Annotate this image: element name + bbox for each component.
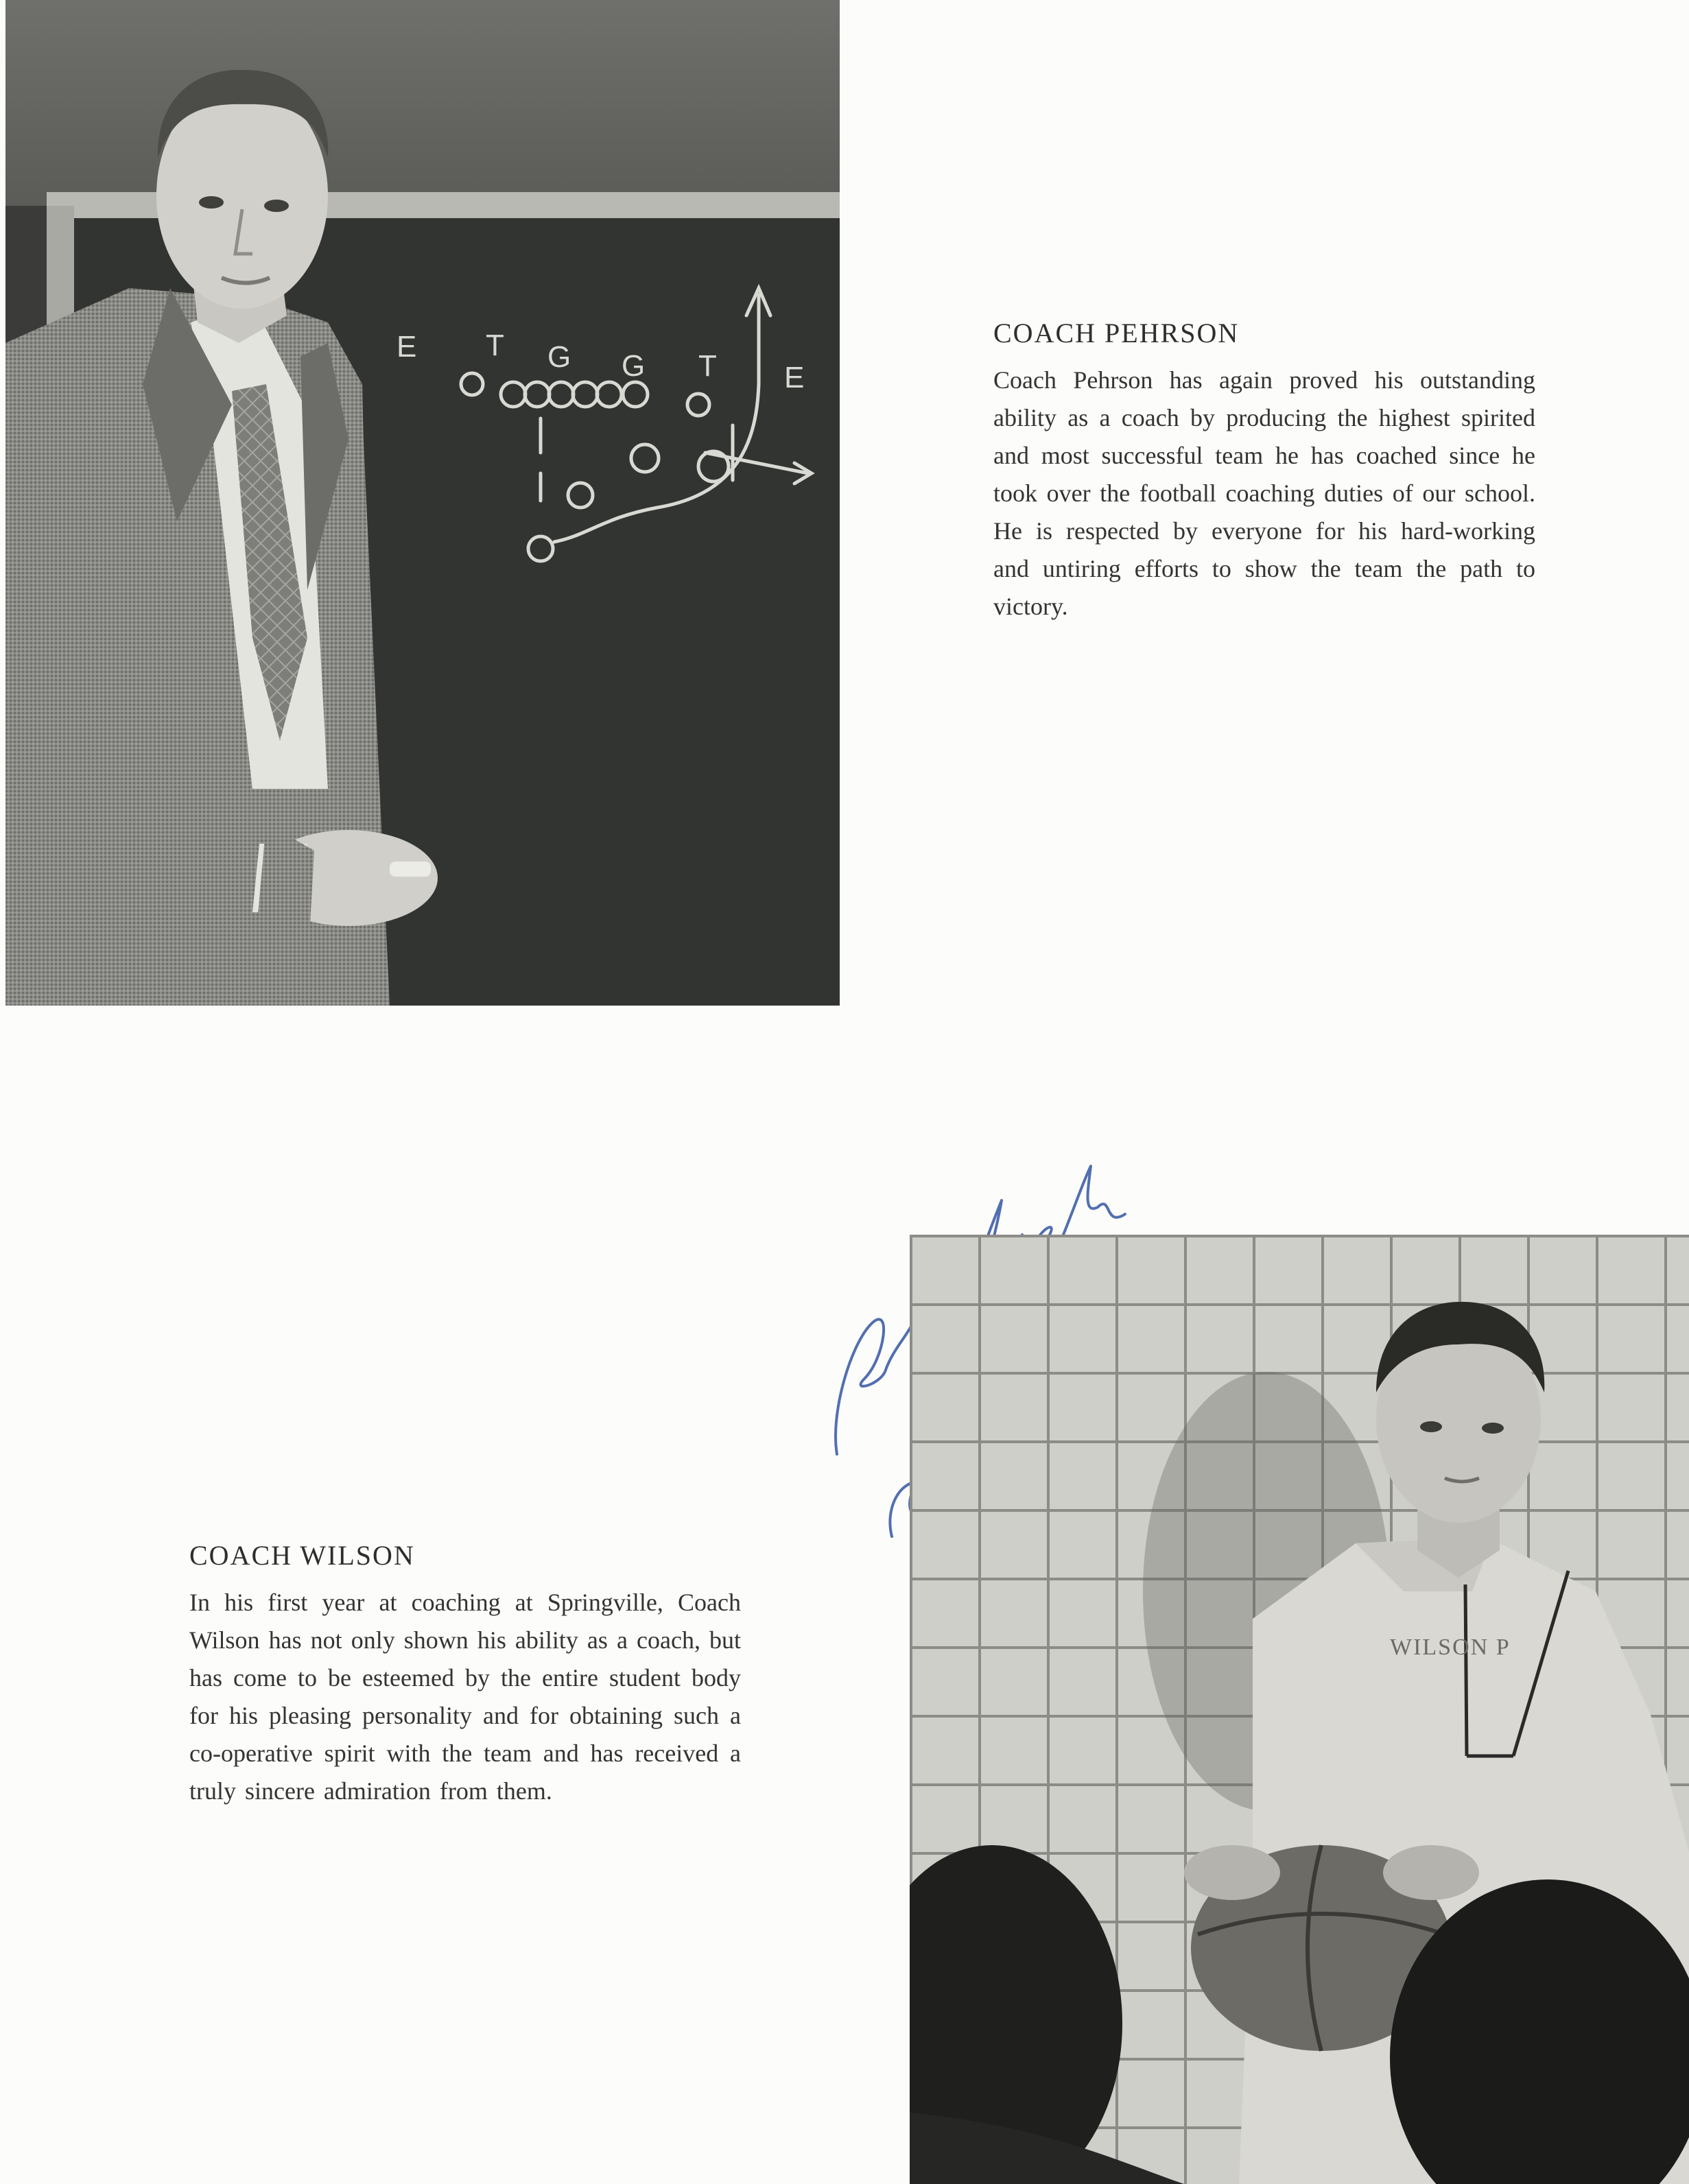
chalk-letter-e2: E [784, 361, 805, 394]
coach-pehrson-title: COACH PEHRSON [993, 318, 1240, 348]
chalk-letter-g1: G [547, 340, 571, 374]
chalk-letter-t1: T [486, 329, 504, 362]
coach-pehrson-caption [993, 317, 1535, 626]
coach-wilson-caption [189, 1539, 741, 1810]
coach-pehrson-photo [5, 0, 840, 1006]
coach-pehrson-photo-art [5, 0, 840, 1006]
chalk-letter-t2: T [698, 349, 717, 383]
chalk-letter-e1: E [397, 330, 417, 364]
coach-wilson-photo [910, 1235, 1689, 2184]
coach-wilson-title: COACH WILSON [189, 1540, 415, 1571]
chalk-letter-g2: G [622, 349, 646, 383]
coach-wilson-body: In his first year at coaching at Springville, Coach Wilson has not only shown his ability as a coach, but has come to be esteemed by the entire student body for his pleasing personality and for obtaining such a co-operative spirit with the team and has received a truly sincere admiration from them. [189, 1589, 741, 1805]
coach-pehrson-body: Coach Pehrson has again proved his outstanding ability as a coach by producing the highest spirited and most successful team he has coached since he took over the football coaching duties of our school. He is respected by everyone for his hard-working and untiring efforts to show the team the path to victory. [993, 366, 1535, 620]
sweatshirt-lettering: WILSON P [1390, 1635, 1511, 1660]
coach-wilson-photo-art [910, 1235, 1689, 2184]
